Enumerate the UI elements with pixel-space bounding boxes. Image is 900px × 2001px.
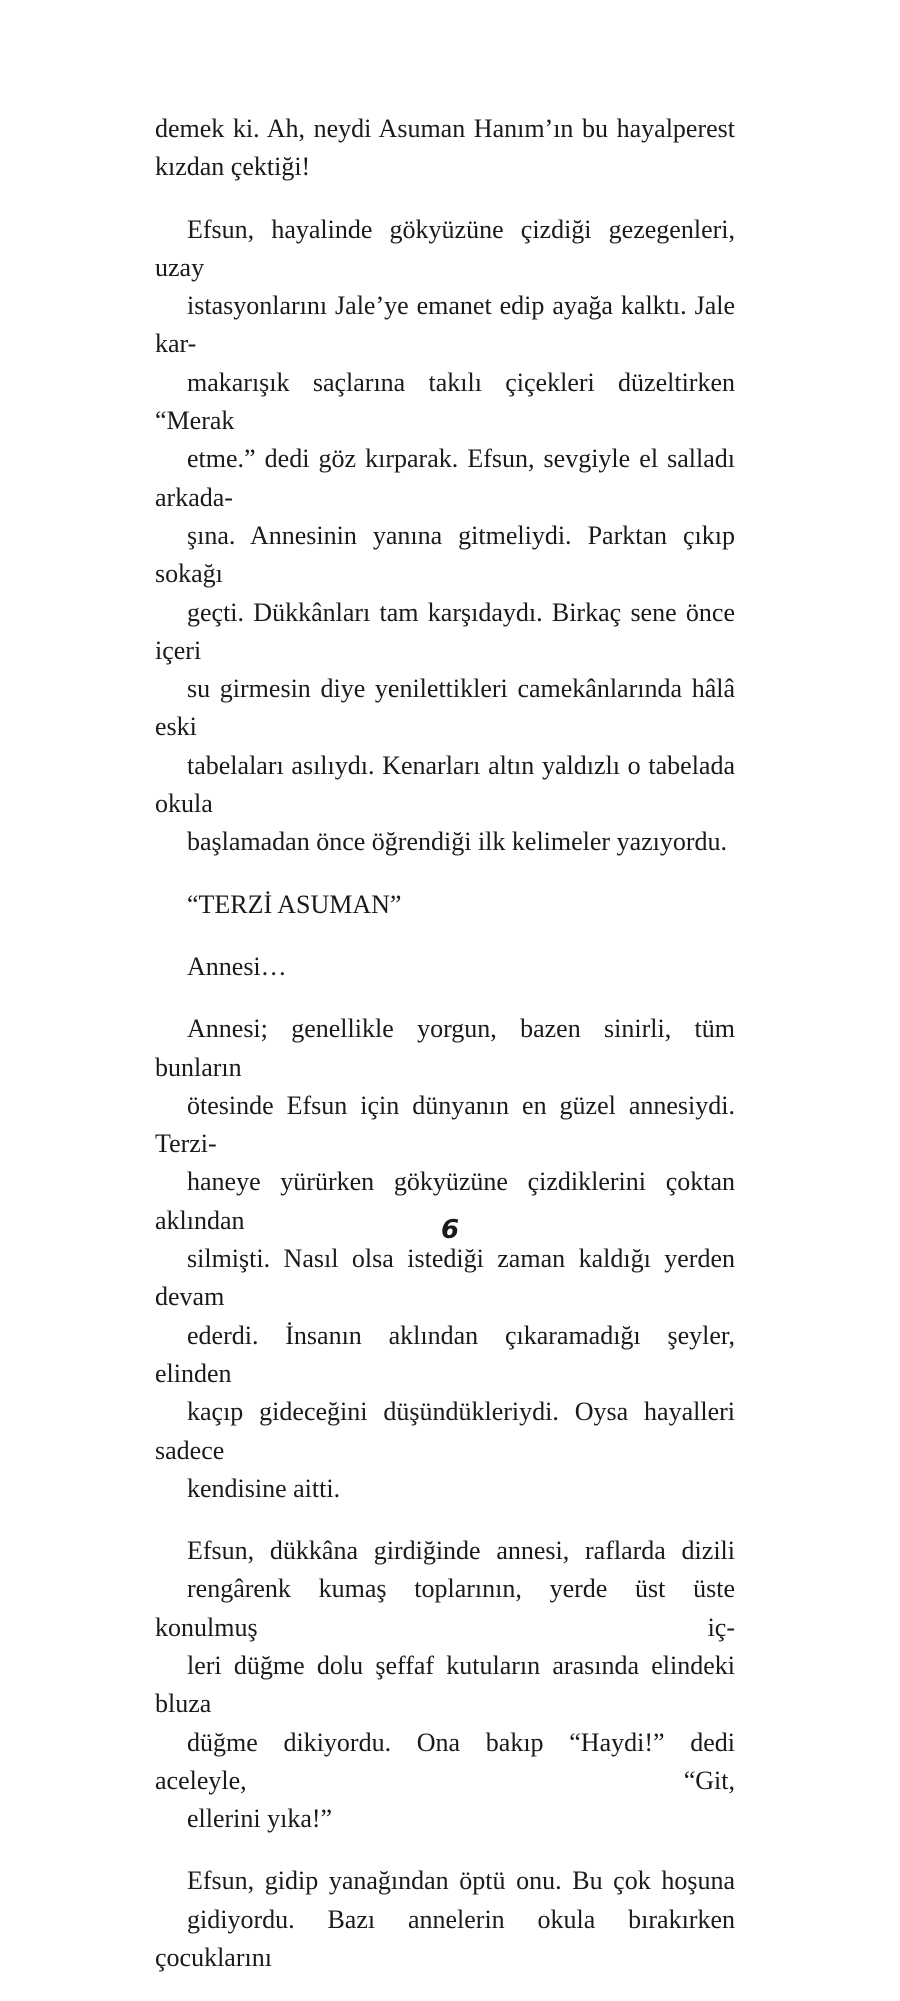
paragraph	[155, 211, 735, 862]
text-line: başlamadan önce öğrendiği ilk kelimeler yazıyordu.	[187, 827, 728, 857]
text-line: Annesi…	[187, 951, 287, 981]
paragraph	[155, 1010, 735, 1508]
text-line: makarışık saçlarına takılı çiçekleri düzeltirken “Merak	[155, 367, 735, 436]
paragraph	[155, 1532, 735, 1838]
text-line: Efsun, gidip yanağından öptü onu. Bu çok hoşuna	[187, 1866, 735, 1896]
text-line: şına. Annesinin yanına gitmeliydi. Parktan çıkıp sokağı	[155, 520, 735, 589]
text-line: haneye yürürken gökyüzüne çizdiklerini çoktan aklından	[155, 1167, 735, 1235]
text-line: Annesi; genellikle yorgun, bazen sinirli, tüm bunların	[155, 1014, 735, 1082]
text-line: leri düğme dolu şeffaf kutuların arasında elindeki bluza	[155, 1650, 735, 1719]
text-line: kendisine aitti.	[187, 1473, 341, 1503]
text-line: ederdi. İnsanın aklından çıkaramadığı şeyler, elinden	[155, 1320, 735, 1388]
text-line: ötesinde Efsun için dünyanın en güzel annesiydi. Terzi-	[155, 1090, 735, 1159]
text-line: düğme dikiyordu. Ona bakıp “Haydi!” dedi aceleyle, “Git,	[155, 1727, 735, 1795]
text-line: etme.” dedi göz kırparak. Efsun, sevgiyle el salladı arkada-	[155, 444, 735, 512]
text-line: rengârenk kumaş toplarının, yerde üst üste konulmuş iç-	[155, 1574, 735, 1642]
body-text	[155, 110, 735, 2001]
text-line: geçti. Dükkânları tam karşıdaydı. Birkaç sene önce içeri	[155, 597, 735, 665]
page-number: 6	[440, 1215, 460, 1245]
paragraph	[155, 110, 735, 187]
text-line: silmişti. Nasıl olsa istediği zaman kaldığı yerden devam	[155, 1244, 735, 1312]
text-line: “TERZİ ASUMAN”	[187, 889, 402, 919]
paragraph	[155, 1862, 735, 1977]
text-line: ellerini yıka!”	[187, 1804, 333, 1834]
text-line: gidiyordu. Bazı annelerin okula bırakırken çocuklarını	[155, 1904, 735, 1973]
text-line: Efsun, hayalinde gökyüzüne çizdiği gezegenleri, uzay	[155, 214, 735, 282]
text-line: Efsun, dükkâna girdiğinde annesi, raflarda dizili	[187, 1536, 735, 1566]
text-line: istasyonlarını Jale’ye emanet edip ayağa kalktı. Jale kar-	[155, 291, 735, 359]
paragraph	[155, 948, 735, 986]
text-line: kızdan çektiği!	[155, 152, 311, 182]
paragraph	[155, 886, 735, 924]
text-line: su girmesin diye yenilettikleri camekânlarında hâlâ eski	[155, 674, 735, 742]
text-line: demek ki. Ah, neydi Asuman Hanım’ın bu hayalperest	[155, 114, 735, 143]
text-line: tabelaları asılıydı. Kenarları altın yaldızlı o tabelada okula	[155, 750, 735, 819]
text-line: kaçıp gideceğini düşündükleriydi. Oysa hayalleri sadece	[155, 1397, 735, 1465]
